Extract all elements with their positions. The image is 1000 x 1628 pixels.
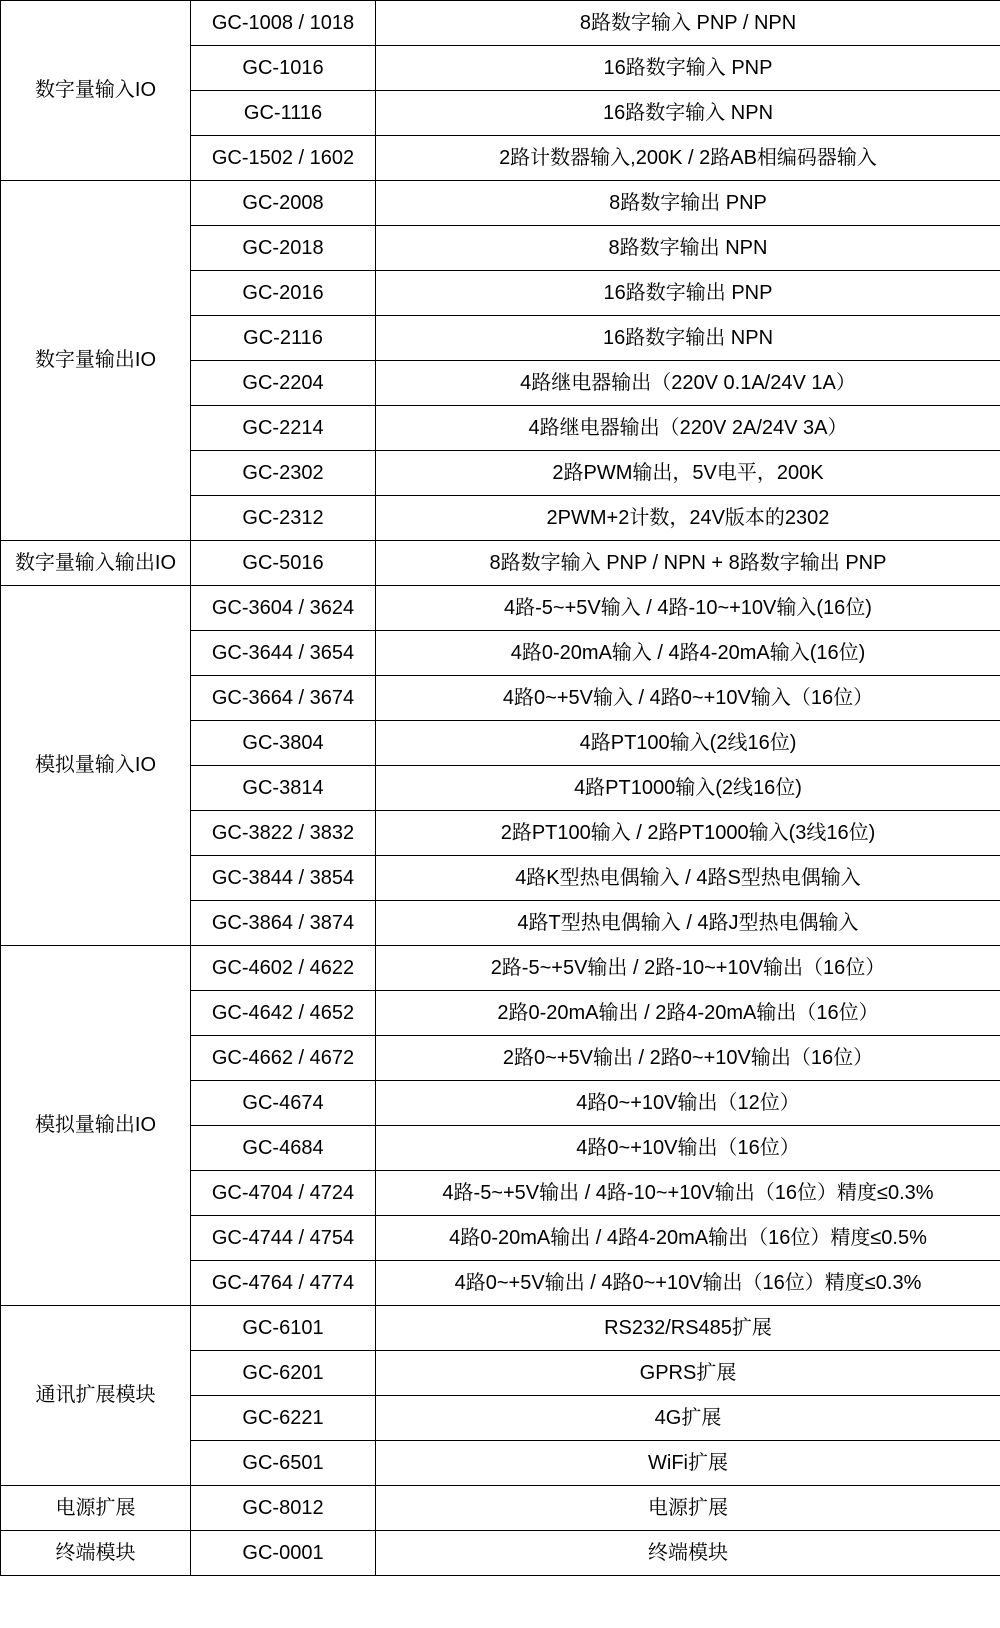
model-cell: GC-2302 bbox=[191, 451, 376, 496]
category-cell: 数字量输入IO bbox=[1, 1, 191, 181]
model-cell: GC-3822 / 3832 bbox=[191, 811, 376, 856]
description-cell: 4路K型热电偶输入 / 4路S型热电偶输入 bbox=[376, 856, 1000, 901]
model-cell: GC-3844 / 3854 bbox=[191, 856, 376, 901]
table-row bbox=[1, 1, 1000, 46]
description-cell: 4路0~+5V输出 / 4路0~+10V输出（16位）精度≤0.3% bbox=[376, 1261, 1000, 1306]
model-cell: GC-1008 / 1018 bbox=[191, 1, 376, 46]
description-cell: 8路数字输出 NPN bbox=[376, 226, 1000, 271]
model-cell: GC-0001 bbox=[191, 1531, 376, 1576]
description-cell: 4路-5~+5V输出 / 4路-10~+10V输出（16位）精度≤0.3% bbox=[376, 1171, 1000, 1216]
description-cell: 16路数字输出 PNP bbox=[376, 271, 1000, 316]
model-cell: GC-2312 bbox=[191, 496, 376, 541]
table-row bbox=[1, 181, 1000, 226]
description-cell: 4路0-20mA输入 / 4路4-20mA输入(16位) bbox=[376, 631, 1000, 676]
description-cell: 电源扩展 bbox=[376, 1486, 1000, 1531]
model-cell: GC-2214 bbox=[191, 406, 376, 451]
category-cell: 模拟量输出IO bbox=[1, 946, 191, 1306]
description-cell: 4路继电器输出（220V 0.1A/24V 1A） bbox=[376, 361, 1000, 406]
description-cell: 8路数字输出 PNP bbox=[376, 181, 1000, 226]
description-cell: 2路PWM输出，5V电平，200K bbox=[376, 451, 1000, 496]
model-cell: GC-2204 bbox=[191, 361, 376, 406]
description-cell: 16路数字输入 NPN bbox=[376, 91, 1000, 136]
description-cell: 2路-5~+5V输出 / 2路-10~+10V输出（16位） bbox=[376, 946, 1000, 991]
model-cell: GC-2116 bbox=[191, 316, 376, 361]
model-cell: GC-3664 / 3674 bbox=[191, 676, 376, 721]
description-cell: GPRS扩展 bbox=[376, 1351, 1000, 1396]
description-cell: 4路PT1000输入(2线16位) bbox=[376, 766, 1000, 811]
table-row bbox=[1, 946, 1000, 991]
description-cell: 4G扩展 bbox=[376, 1396, 1000, 1441]
description-cell: 16路数字输出 NPN bbox=[376, 316, 1000, 361]
model-cell: GC-6221 bbox=[191, 1396, 376, 1441]
description-cell: WiFi扩展 bbox=[376, 1441, 1000, 1486]
model-cell: GC-5016 bbox=[191, 541, 376, 586]
description-cell: 4路0-20mA输出 / 4路4-20mA输出（16位）精度≤0.5% bbox=[376, 1216, 1000, 1261]
description-cell: 4路T型热电偶输入 / 4路J型热电偶输入 bbox=[376, 901, 1000, 946]
description-cell: 2路0~+5V输出 / 2路0~+10V输出（16位） bbox=[376, 1036, 1000, 1081]
table-row bbox=[1, 541, 1000, 586]
table-row bbox=[1, 1306, 1000, 1351]
description-cell: RS232/RS485扩展 bbox=[376, 1306, 1000, 1351]
category-cell: 通讯扩展模块 bbox=[1, 1306, 191, 1486]
model-cell: GC-1116 bbox=[191, 91, 376, 136]
model-cell: GC-3604 / 3624 bbox=[191, 586, 376, 631]
description-cell: 4路0~+10V输出（12位） bbox=[376, 1081, 1000, 1126]
model-cell: GC-4602 / 4622 bbox=[191, 946, 376, 991]
model-cell: GC-6101 bbox=[191, 1306, 376, 1351]
model-cell: GC-4674 bbox=[191, 1081, 376, 1126]
model-cell: GC-3814 bbox=[191, 766, 376, 811]
model-cell: GC-4764 / 4774 bbox=[191, 1261, 376, 1306]
description-cell: 4路0~+10V输出（16位） bbox=[376, 1126, 1000, 1171]
description-cell: 2PWM+2计数，24V版本的2302 bbox=[376, 496, 1000, 541]
description-cell: 8路数字输入 PNP / NPN + 8路数字输出 PNP bbox=[376, 541, 1000, 586]
description-cell: 2路PT100输入 / 2路PT1000输入(3线16位) bbox=[376, 811, 1000, 856]
description-cell: 4路PT100输入(2线16位) bbox=[376, 721, 1000, 766]
model-cell: GC-3864 / 3874 bbox=[191, 901, 376, 946]
model-cell: GC-4662 / 4672 bbox=[191, 1036, 376, 1081]
description-cell: 2路0-20mA输出 / 2路4-20mA输出（16位） bbox=[376, 991, 1000, 1036]
model-cell: GC-6501 bbox=[191, 1441, 376, 1486]
table-body bbox=[1, 1, 1000, 1576]
description-cell: 16路数字输入 PNP bbox=[376, 46, 1000, 91]
table-row bbox=[1, 1531, 1000, 1576]
model-cell: GC-4704 / 4724 bbox=[191, 1171, 376, 1216]
model-cell: GC-4744 / 4754 bbox=[191, 1216, 376, 1261]
description-cell: 4路0~+5V输入 / 4路0~+10V输入（16位） bbox=[376, 676, 1000, 721]
table-row bbox=[1, 1486, 1000, 1531]
model-cell: GC-2016 bbox=[191, 271, 376, 316]
description-cell: 终端模块 bbox=[376, 1531, 1000, 1576]
description-cell: 4路-5~+5V输入 / 4路-10~+10V输入(16位) bbox=[376, 586, 1000, 631]
category-cell: 数字量输出IO bbox=[1, 181, 191, 541]
model-cell: GC-1502 / 1602 bbox=[191, 136, 376, 181]
category-cell: 电源扩展 bbox=[1, 1486, 191, 1531]
description-cell: 4路继电器输出（220V 2A/24V 3A） bbox=[376, 406, 1000, 451]
category-cell: 数字量输入输出IO bbox=[1, 541, 191, 586]
model-cell: GC-2018 bbox=[191, 226, 376, 271]
category-cell: 终端模块 bbox=[1, 1531, 191, 1576]
model-cell: GC-4642 / 4652 bbox=[191, 991, 376, 1036]
description-cell: 8路数字输入 PNP / NPN bbox=[376, 1, 1000, 46]
category-cell: 模拟量输入IO bbox=[1, 586, 191, 946]
model-cell: GC-3644 / 3654 bbox=[191, 631, 376, 676]
table-row bbox=[1, 586, 1000, 631]
model-cell: GC-3804 bbox=[191, 721, 376, 766]
model-cell: GC-1016 bbox=[191, 46, 376, 91]
model-cell: GC-6201 bbox=[191, 1351, 376, 1396]
model-cell: GC-4684 bbox=[191, 1126, 376, 1171]
model-cell: GC-2008 bbox=[191, 181, 376, 226]
model-cell: GC-8012 bbox=[191, 1486, 376, 1531]
description-cell: 2路计数器输入,200K / 2路AB相编码器输入 bbox=[376, 136, 1000, 181]
